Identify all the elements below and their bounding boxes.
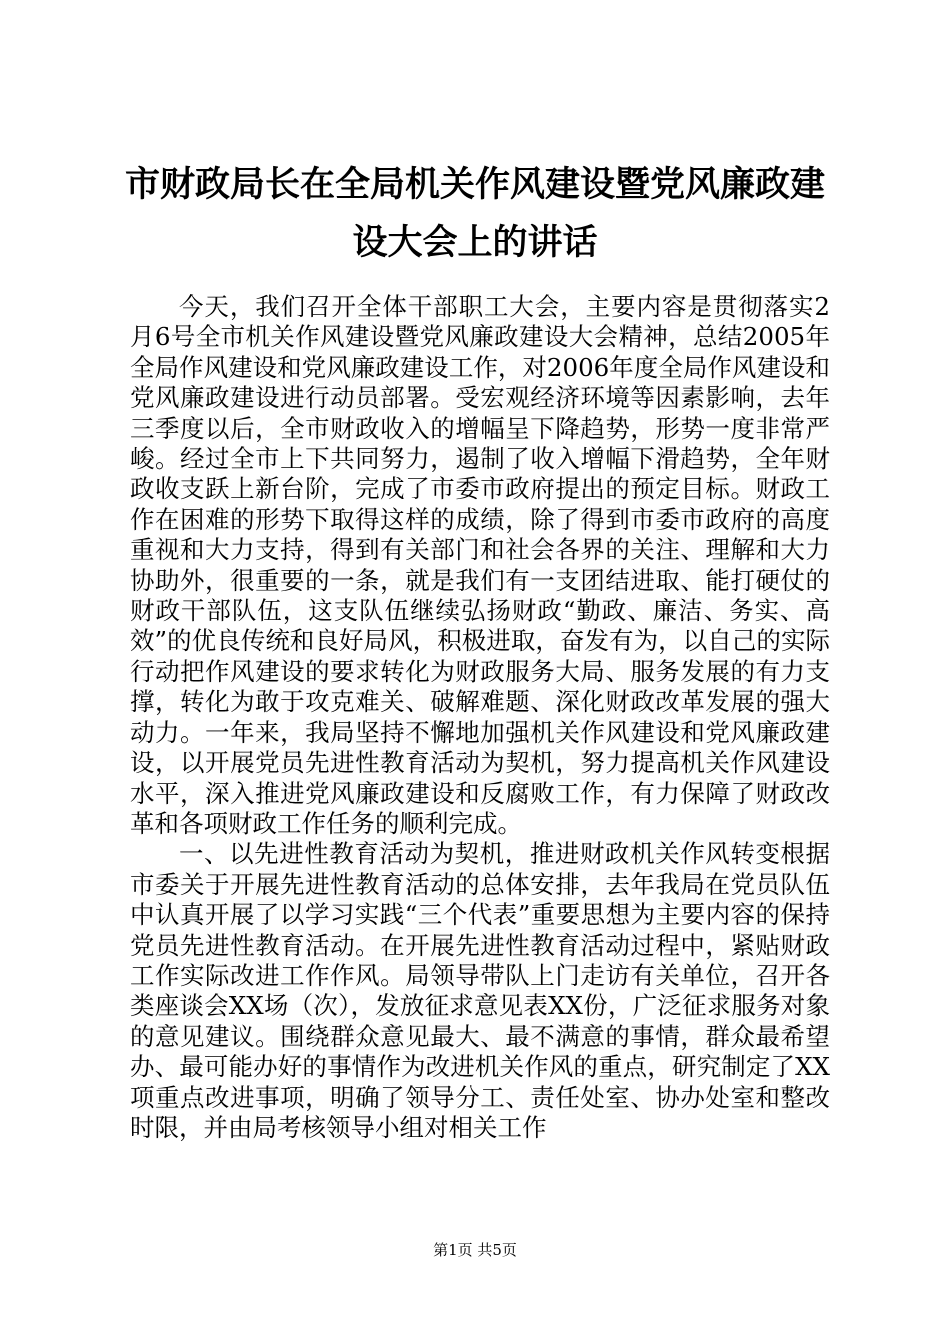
body-paragraph-section-one: 一、以先进性教育活动为契机，推进财政机关作风转变根据市委关于开展先进性教育活动的总体安排，去年我局在党员队伍中认真开展了以学习实践“三个代表”重要思想为主要内容的保持党员先进性教育活动。在开展先进性教育活动过程中，紧贴财政工作实际改进工作作风。局领导带队上门走访有关单位，召开各类座谈会XX场（次），发放征求意见表XX份，广泛征求服务对象的意见建议。围绕群众意见最大、最不满意的事情，群众最希望办、最可能办好的事情作为改进机关作风的重点，研究制定了XX项重点改进事项，明确了领导分工、责任处室、协办处室和整改时限，并由局考核领导小组对相关工作 xyxy=(130,839,830,1142)
page-number-footer: 第1页 共5页 xyxy=(433,1241,517,1259)
body-paragraph-intro: 今天，我们召开全体干部职工大会，主要内容是贯彻落实2月6号全市机关作风建设暨党风廉政建设大会精神，总结2005年全局作风建设和党风廉政建设工作，对2006年度全局作风建设和党风廉政建设进行动员部署。受宏观经济环境等因素影响，去年三季度以后，全市财政收入的增幅呈下降趋势，形势一度非常严峻。经过全市上下共同努力，遏制了收入增幅下滑趋势，全年财政收支跃上新台阶，完成了市委市政府提出的预定目标。财政工作在困难的形势下取得这样的成绩，除了得到市委市政府的高度重视和大力支持，得到有关部门和社会各界的关注、理解和大力协助外，很重要的一条，就是我们有一支团结进取、能打硬仗的财政干部队伍，这支队伍继续弘扬财政“勤政、廉洁、务实、高效”的优良传统和良好局风，积极进取，奋发有为，以自己的实际行动把作风建设的要求转化为财政服务大局、服务发展的有力支撑，转化为敢于攻克难关、破解难题、深化财政改革发展的强大动力。一年来，我局坚持不懈地加强机关作风建设和党风廉政建设，以开展党员先进性教育活动为契机，努力提高机关作风建设水平，深入推进党风廉政建设和反腐败工作，有力保障了财政改革和各项财政工作任务的顺利完成。 xyxy=(130,292,830,838)
document-body xyxy=(130,292,830,1143)
document-title: 市财政局长在全局机关作风建设暨党风廉政建设大会上的讲话 xyxy=(124,164,825,263)
